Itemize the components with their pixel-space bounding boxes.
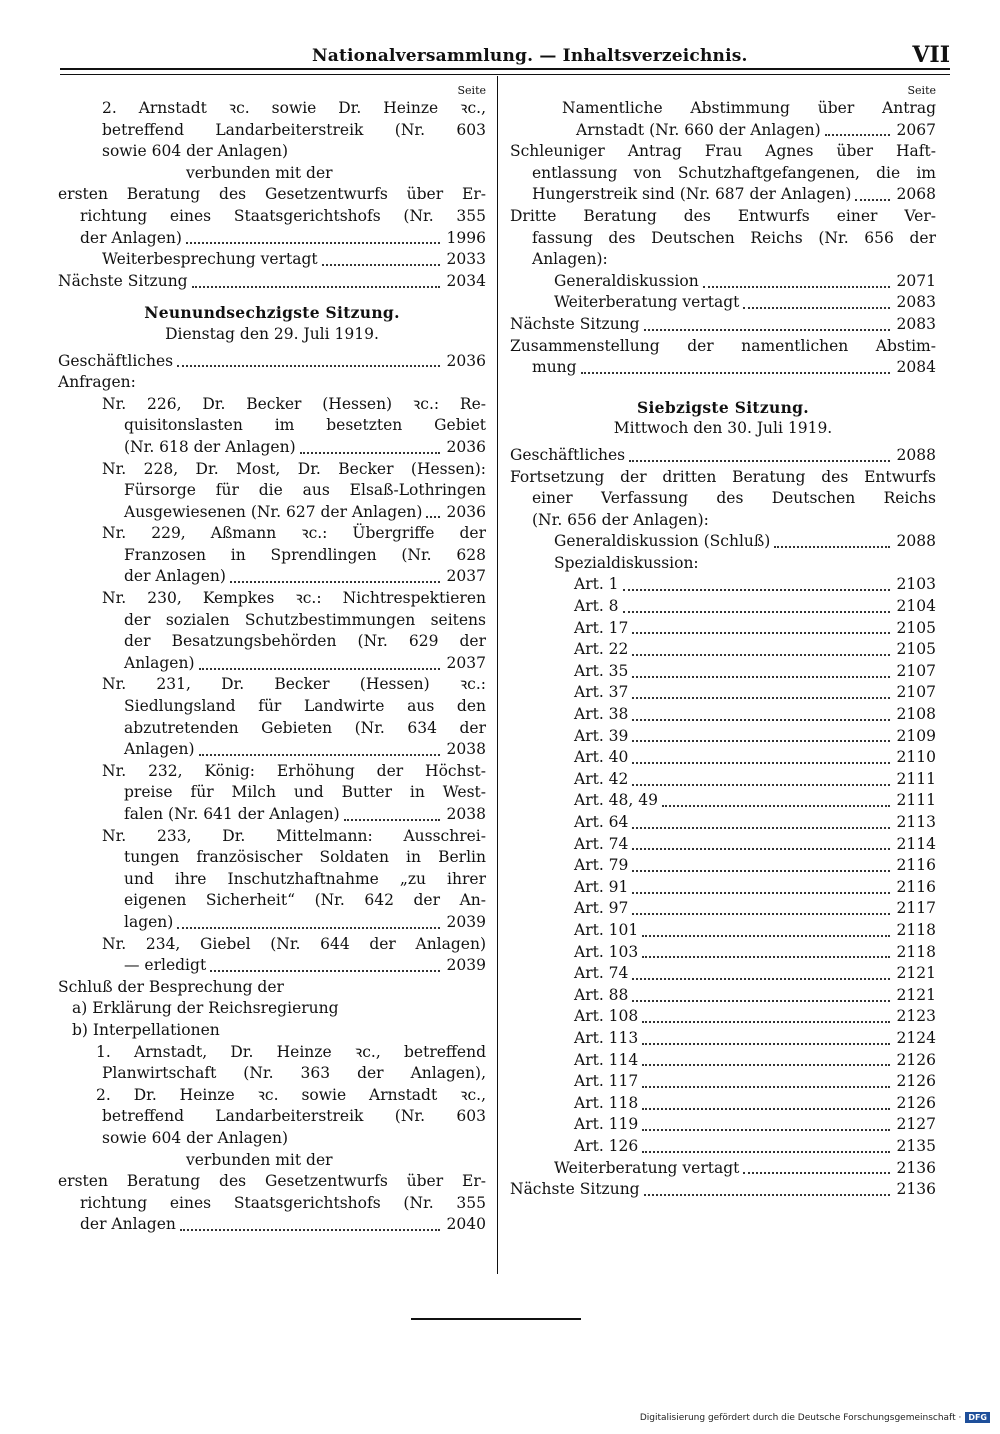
article-entry: Art. 101 2118 — [510, 920, 936, 942]
session-date: Mittwoch den 30. Juli 1919. — [613, 419, 833, 438]
page-ref: 2114 — [896, 834, 936, 853]
toc-entry: Generaldiskussion (Schluß) 2088 — [510, 531, 936, 553]
toc-line: Schluß der Besprechung der — [58, 977, 284, 996]
page-ref: 2033 — [446, 250, 486, 269]
toc-entry: Nächste Sitzung 2083 — [510, 314, 936, 336]
page-ref: 2126 — [896, 1072, 936, 1091]
page-ref: 2039 — [446, 956, 486, 975]
toc-entry: Geschäftliches 2036 — [58, 351, 486, 373]
article-entry: Art. 1 2103 — [510, 574, 936, 596]
article-entry: Art. 119 2127 — [510, 1114, 936, 1136]
page-ref: 2034 — [446, 271, 486, 290]
page-ref: 2118 — [896, 942, 936, 961]
toc-line: Nr. 231, Dr. Becker (Hessen) ꝛc.: — [102, 675, 486, 694]
toc-entry: Weiterbesprechung vertagt 2033 — [58, 249, 486, 271]
toc-entry: der Anlagen) 1996 — [58, 228, 486, 250]
page-ref: 2088 — [896, 532, 936, 551]
right-column — [510, 84, 936, 1201]
toc-line: Anlagen): — [532, 250, 608, 269]
toc-line: fassung des Deutschen Reichs (Nr. 656 der — [532, 228, 936, 247]
page-ref: 2118 — [896, 920, 936, 939]
article-entry: Art. 35 2107 — [510, 661, 936, 683]
seite-label: Seite — [457, 84, 486, 97]
page-ref: 2126 — [896, 1050, 936, 1069]
article-entry: Art. 39 2109 — [510, 726, 936, 748]
page-ref: 2071 — [896, 271, 936, 290]
page-ref: 2107 — [896, 661, 936, 680]
article-entry: Art. 126 2135 — [510, 1136, 936, 1158]
session-heading: Siebzigste Sitzung. — [637, 397, 809, 417]
page-ref: 2126 — [896, 1093, 936, 1112]
page-ref: 2084 — [896, 358, 936, 377]
page-ref: 2123 — [896, 1007, 936, 1026]
toc-entry: Ausgewiesenen (Nr. 627 der Anlagen) 2036 — [58, 502, 486, 524]
toc-line: Fortsetzung der dritten Beratung des Entwurfs — [510, 467, 936, 486]
page-ref: 2110 — [896, 748, 936, 767]
article-entry: Art. 38 2108 — [510, 704, 936, 726]
page-ref: 2111 — [896, 791, 936, 810]
article-entry: Art. 88 2121 — [510, 985, 936, 1007]
article-entry: Art. 114 2126 — [510, 1050, 936, 1072]
left-column — [58, 84, 486, 1236]
toc-line: betreffend Landarbeiterstreik (Nr. 603 — [102, 1107, 486, 1126]
toc-line: Spezialdiskussion: — [554, 553, 699, 572]
page-ref: 2105 — [896, 640, 936, 659]
toc-line: Dritte Beratung des Entwurfs einer Ver- — [510, 206, 936, 225]
toc-entry: — erledigt 2039 — [58, 955, 486, 977]
toc-entry: falen (Nr. 641 der Anlagen) 2038 — [58, 804, 486, 826]
toc-line: a) Erklärung der Reichsregierung — [72, 999, 339, 1018]
article-entry: Art. 113 2124 — [510, 1028, 936, 1050]
toc-entry: der Anlagen 2040 — [58, 1214, 486, 1236]
running-header — [60, 40, 950, 70]
article-entry: Art. 40 2110 — [510, 747, 936, 769]
page-ref: 2036 — [446, 437, 486, 456]
toc-line: b) Interpellationen — [72, 1020, 220, 1039]
article-entry: Art. 91 2116 — [510, 877, 936, 899]
page-ref: 2111 — [896, 769, 936, 788]
page-ref: 2107 — [896, 683, 936, 702]
column-divider — [497, 76, 498, 1274]
page-ref: 2037 — [446, 653, 486, 672]
session-date: Dienstag den 29. Juli 1919. — [165, 324, 379, 343]
article-entry: Art. 117 2126 — [510, 1071, 936, 1093]
page-ref: 2109 — [896, 726, 936, 745]
article-entry: Art. 8 2104 — [510, 596, 936, 618]
page-ref: 1996 — [446, 228, 486, 247]
toc-line: einer Verfassung des Deutschen Reichs — [532, 489, 936, 508]
toc-line: Nr. 233, Dr. Mittelmann: Ausschrei- — [102, 826, 486, 845]
page-ref: 2040 — [446, 1215, 486, 1234]
page-ref: 2104 — [896, 597, 936, 616]
toc-entry: Nächste Sitzung 2034 — [58, 271, 486, 293]
toc-line: verbunden mit der — [186, 1150, 333, 1169]
page-ref: 2136 — [896, 1158, 936, 1177]
toc-entry: Anlagen) 2038 — [58, 739, 486, 761]
toc-line: betreffend Landarbeiterstreik (Nr. 603 — [102, 120, 486, 139]
page-ref: 2038 — [446, 805, 486, 823]
toc-line: Nr. 234, Giebel (Nr. 644 der Anlagen) — [102, 934, 486, 953]
toc-entry: Hungerstreik sind (Nr. 687 der Anlagen) 2068 — [510, 184, 936, 206]
toc-entry: Weiterberatung vertagt 2083 — [510, 292, 936, 314]
toc-line: (Nr. 656 der Anlagen): — [532, 510, 709, 529]
page-ref: 2117 — [896, 899, 936, 918]
page-ref: 2127 — [896, 1115, 936, 1134]
toc-line: entlassung von Schutzhaftgefangenen, die im — [532, 163, 936, 182]
toc-line: und ihre Inschutzhaftnahme „zu ihrer — [124, 869, 486, 888]
toc-entry: (Nr. 618 der Anlagen) 2036 — [58, 437, 486, 459]
toc-line: Siedlungsland für Landwirte aus den — [124, 697, 486, 716]
page-ref: 2116 — [896, 877, 936, 896]
toc-line: richtung eines Staatsgerichtshofs (Nr. 355 — [80, 1193, 486, 1212]
page-number: VII — [912, 42, 950, 68]
article-entry: Art. 17 2105 — [510, 618, 936, 640]
page-ref: 2038 — [446, 740, 486, 759]
page-ref: 2136 — [896, 1180, 936, 1199]
toc-entry: Nächste Sitzung 2136 — [510, 1179, 936, 1201]
toc-entry: Generaldiskussion 2071 — [510, 271, 936, 293]
toc-entry: der Anlagen) 2037 — [58, 566, 486, 588]
toc-entry: Anlagen) 2037 — [58, 653, 486, 675]
toc-line: Anfragen: — [58, 373, 136, 392]
page-ref: 2083 — [896, 293, 936, 312]
toc-line: der sozialen Schutzbestimmungen seitens — [124, 610, 486, 629]
article-entry: Art. 108 2123 — [510, 1006, 936, 1028]
page-ref: 2116 — [896, 856, 936, 875]
toc-line: eigenen Sicherheit“ (Nr. 642 der An- — [124, 891, 486, 910]
toc-line: richtung eines Staatsgerichtshofs (Nr. 355 — [80, 206, 486, 225]
toc-line: Nr. 228, Dr. Most, Dr. Becker (Hessen): — [102, 459, 486, 478]
toc-entry: lagen) 2039 — [58, 912, 486, 934]
toc-line: Franzosen in Sprendlingen (Nr. 628 — [124, 545, 486, 564]
page-ref: 2037 — [446, 567, 486, 586]
toc-line: Nr. 230, Kempkes ꝛc.: Nichtrespektieren — [102, 589, 486, 608]
page-ref: 2036 — [446, 502, 486, 521]
page-ref: 2108 — [896, 705, 936, 724]
toc-line: 1. Arnstadt, Dr. Heinze ꝛc., betreffend — [96, 1042, 486, 1061]
article-entry: Art. 37 2107 — [510, 682, 936, 704]
toc-line: Nr. 226, Dr. Becker (Hessen) ꝛc.: Re- — [102, 394, 486, 413]
footer-credit — [640, 1412, 990, 1423]
toc-line: 2. Dr. Heinze ꝛc. sowie Arnstadt ꝛc., — [96, 1085, 486, 1104]
page-ref: 2121 — [896, 985, 936, 1004]
toc-line: abzutretenden Gebieten (Nr. 634 der — [124, 718, 486, 737]
page-ref: 2068 — [896, 185, 936, 204]
article-entry: Art. 42 2111 — [510, 769, 936, 791]
toc-line: preise für Milch und Butter in West- — [124, 783, 486, 802]
page-ref: 2039 — [446, 912, 486, 931]
toc-line: sowie 604 der Anlagen) — [102, 142, 289, 161]
header-rule-thin — [60, 74, 950, 75]
toc-entry: Geschäftliches 2088 — [510, 445, 936, 467]
toc-line: tungen französischer Soldaten in Berlin — [124, 848, 486, 867]
toc-line: Nr. 232, König: Erhöhung der Höchst- — [102, 761, 486, 780]
seite-label: Seite — [907, 84, 936, 97]
toc-line: Planwirtschaft (Nr. 363 der Anlagen), — [102, 1064, 486, 1083]
footer-text: Digitalisierung gefördert durch die Deutsche Forschungsgemeinschaft · — [639, 1412, 962, 1423]
page-ref: 2083 — [896, 314, 936, 333]
toc-entry: mung 2084 — [510, 357, 936, 379]
page-ref: 2067 — [896, 120, 936, 139]
toc-line: Zusammenstellung der namentlichen Abstim- — [510, 336, 936, 355]
toc-line: ersten Beratung des Gesetzentwurfs über Er- — [58, 185, 486, 204]
header-rule — [60, 68, 950, 70]
toc-line: Nr. 229, Aßmann ꝛc.: Übergriffe der — [102, 524, 486, 543]
session-heading: Neunundsechzigste Sitzung. — [144, 303, 400, 323]
article-entry: Art. 103 2118 — [510, 942, 936, 964]
page-ref: 2103 — [896, 575, 936, 594]
toc-line: 2. Arnstadt ꝛc. sowie Dr. Heinze ꝛc., — [102, 99, 486, 117]
toc-entry: Weiterberatung vertagt 2136 — [510, 1158, 936, 1180]
dfg-logo: DFG — [965, 1412, 990, 1423]
article-entry: Art. 118 2126 — [510, 1093, 936, 1115]
toc-line: verbunden mit der — [186, 163, 333, 182]
page-ref: 2088 — [896, 445, 936, 464]
page-ref: 2105 — [896, 618, 936, 637]
header-title: Nationalversammlung. — Inhaltsverzeichnis. — [312, 46, 748, 66]
page-ref: 2113 — [896, 813, 936, 831]
page-ref: 2121 — [896, 964, 936, 983]
article-list — [510, 574, 936, 1157]
page-ref: 2135 — [896, 1136, 936, 1155]
page-ref: 2036 — [446, 351, 486, 370]
article-entry: Art. 79 2116 — [510, 855, 936, 877]
page-ref: 2124 — [896, 1028, 936, 1047]
toc-line: sowie 604 der Anlagen) — [102, 1128, 289, 1147]
article-entry: Art. 97 2117 — [510, 898, 936, 920]
toc-line: quisitonslasten im besetzten Gebiet — [124, 416, 486, 435]
article-entry: Art. 74 2114 — [510, 834, 936, 856]
article-entry: Art. 22 2105 — [510, 639, 936, 661]
toc-line: Schleuniger Antrag Frau Agnes über Haft- — [510, 142, 936, 161]
toc-line: der Besatzungsbehörden (Nr. 629 der — [124, 632, 486, 651]
toc-line: Fürsorge für die aus Elsaß-Lothringen — [124, 481, 486, 500]
toc-entry: Arnstadt (Nr. 660 der Anlagen) 2067 — [510, 120, 936, 142]
toc-line: Namentliche Abstimmung über Antrag — [562, 99, 936, 117]
article-entry: Art. 74 2121 — [510, 963, 936, 985]
toc-line: ersten Beratung des Gesetzentwurfs über Er- — [58, 1172, 486, 1191]
end-rule — [411, 1318, 581, 1320]
article-entry: Art. 64 2113 — [510, 812, 936, 834]
article-entry: Art. 48, 49 2111 — [510, 790, 936, 812]
